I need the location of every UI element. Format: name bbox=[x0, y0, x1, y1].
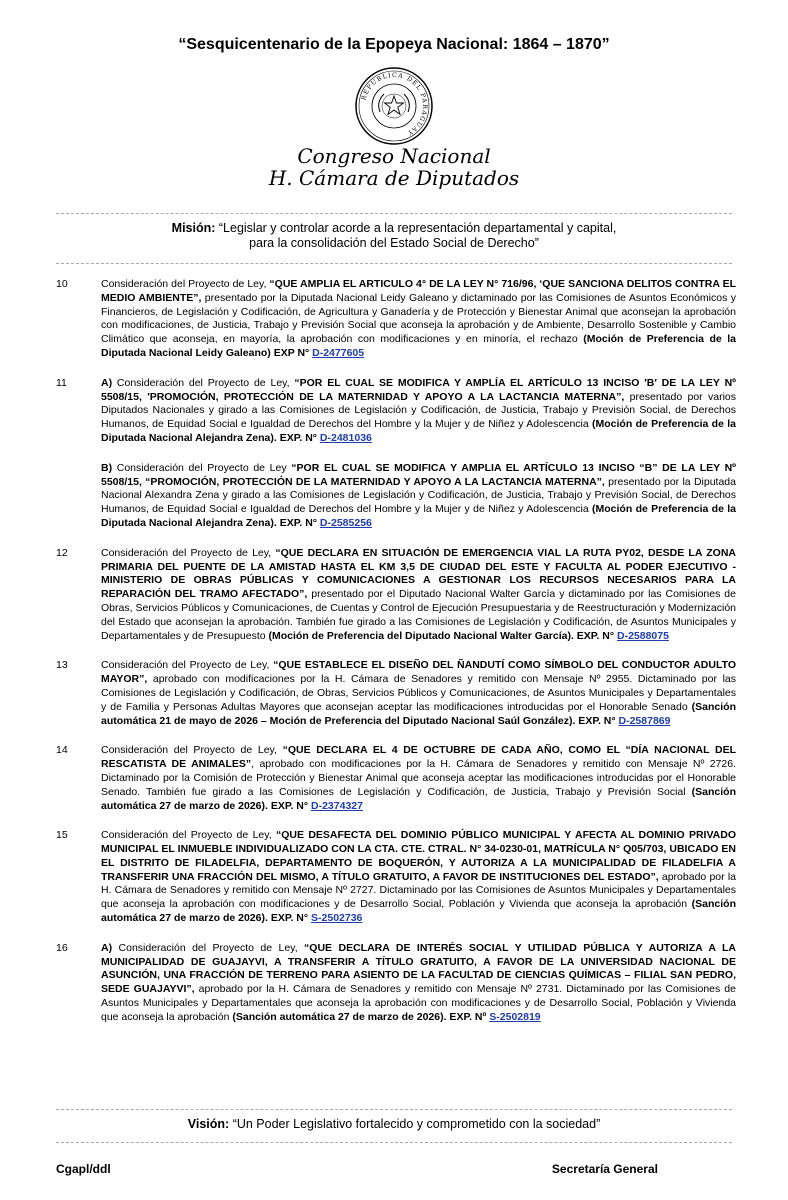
item-sub-label: A) bbox=[101, 941, 113, 954]
top-divider bbox=[56, 213, 732, 214]
item-paragraph bbox=[101, 829, 736, 926]
bill-title: “QUE ESTABLECE EL DISEÑO DEL ÑANDUTÍ COMO SÍMBOLO DEL CONDUCTOR ADULTO MAYOR”, bbox=[101, 659, 736, 686]
motion-reference: (Sanción automática 27 de marzo de 2026). EXP. N° bbox=[101, 785, 736, 812]
item-paragraph bbox=[101, 547, 736, 644]
agenda-item bbox=[56, 547, 736, 644]
motion-reference: (Sanción automática 27 de marzo de 2026). EXP. N° bbox=[101, 898, 736, 925]
item-number: 10 bbox=[56, 278, 68, 290]
mision-label: Misión: bbox=[171, 221, 216, 235]
item-paragraph bbox=[101, 462, 736, 531]
item-paragraph bbox=[101, 377, 736, 446]
bill-title: “QUE DECLARA EN SITUACIÓN DE EMERGENCIA VIAL LA RUTA PY02, DESDE LA ZONA PRIMARIA DEL PUENTE DE LA AMISTAD HASTA EL KM 3,5 DE CIUDAD DEL ESTE Y FACULTA AL PODER EJECUTIVO - MINISTERIO DE OBRAS PÚBLICAS Y COMUNICACIONES A GESTIONAR LOS RECURSOS NECESARIOS PARA LA REPARACIÓN DEL TRAMO AFECTADO”, bbox=[101, 546, 736, 601]
item-body bbox=[101, 278, 736, 361]
item-intro-text: Consideración del Proyecto de Ley, bbox=[101, 829, 276, 842]
agenda-item bbox=[56, 829, 736, 926]
institution-name bbox=[0, 145, 788, 189]
item-body bbox=[101, 744, 736, 813]
motion-reference: (Moción de Preferencia de la Diputada Nacional Leidy Galeano) EXP N° bbox=[101, 333, 736, 359]
mision-divider bbox=[56, 263, 732, 264]
expediente-link[interactable]: S-2502819 bbox=[489, 1010, 541, 1023]
item-intro-text: Consideración del Proyecto de Ley, bbox=[101, 278, 270, 290]
item-description: presentado por varios Diputados Nacionales y girado a las Comisiones de Legislación y Codificación, de Justicia, Trabajo y Previsión Social, de Derechos Humanos, de Equidad Social e Igualdad de Derechos del Hombre y la Mujer y de Niñez y Adolescencia bbox=[101, 390, 736, 431]
item-intro-text: Consideración del Proyecto de Ley, bbox=[112, 941, 305, 954]
item-body bbox=[101, 942, 736, 1025]
vision-label: Visión: bbox=[187, 1117, 230, 1131]
item-paragraph bbox=[101, 744, 736, 813]
footer-initials: Cgapl/ddl bbox=[56, 1162, 111, 1176]
item-body bbox=[101, 547, 736, 644]
expediente-link[interactable]: D-2374327 bbox=[311, 799, 363, 812]
item-description: presentado por la Diputada Nacional Leidy Galeano y dictaminado por las Comisiones de Asuntos Económicos y Financieros, de Legislación y Codificación, de Agricultura y Ganadería y de Protección y Bienestar Animal que aconsejan la aprobación con modificaciones, de Justicia, Trabajo y Previsión Social que aconseja la aprobación y de Ambiente, Desarrollo Sostenible y Cambio Climático que aconseja, en mayoría, la aprobación con modificaciones y en minoría, el rechazo bbox=[101, 291, 736, 346]
svg-text:REPUBLICA DEL PARAGUAY bbox=[361, 72, 429, 137]
vision-text: “Un Poder Legislativo fortalecido y comprometido con la sociedad” bbox=[232, 1117, 601, 1131]
mision-line-1: “Legislar y controlar acorde a la representación departamental y capital, bbox=[218, 221, 617, 235]
item-description: aprobado por la H. Cámara de Senadores y remitido con Mensaje Nº 2731. Dictaminado por las Comisiones de Asuntos Municipales y Departamentales que aconseja la aprobación con modificaciones y de Desarrollo Social, Población y Vivienda que aconseja la aprobación bbox=[101, 983, 736, 1023]
bill-title: “POR EL CUAL SE MODIFICA Y AMPLÍA EL ARTÍCULO 13 INCISO ′B′ DE LA LEY Nº 5508/15, ′PROMOCIÓN, PROTECCIÓN DE LA MATERNIDAD Y APOYO A LA LACTANCIA MATERNA”, bbox=[101, 376, 736, 403]
mision-line-2: para la consolidación del Estado Social de Derecho” bbox=[249, 236, 539, 250]
item-paragraph bbox=[101, 942, 736, 1025]
expediente-link[interactable]: D-2585256 bbox=[319, 516, 372, 529]
item-body bbox=[101, 377, 736, 531]
item-number: 16 bbox=[56, 941, 68, 954]
item-body bbox=[101, 659, 736, 728]
item-intro-text: Consideración del Proyecto de Ley bbox=[112, 461, 292, 474]
national-seal-icon bbox=[354, 66, 434, 146]
motion-reference: (Sanción automática 27 de marzo de 2026). EXP. Nº bbox=[232, 1010, 490, 1023]
item-number: 12 bbox=[56, 546, 68, 559]
item-body bbox=[101, 829, 736, 926]
item-intro-text: Consideración del Proyecto de Ley, bbox=[101, 744, 283, 757]
agenda-item bbox=[56, 377, 736, 531]
bottom-divider bbox=[56, 1109, 732, 1110]
item-description: , aprobado con modificaciones por la H. Cámara de Senadores y remitido con Mensaje Nº 2726. Dictaminado por la Comisión de Protección y Bienestar Animal que aconseja aceptar las modificaciones introducidas por el Honorable Senado. También fue girado a las Comisiones de Legislación y Codificación, de Justicia, Trabajo y Previsión Social bbox=[101, 758, 736, 798]
institution-line-1: Congreso Nacional bbox=[297, 144, 491, 168]
item-number: 11 bbox=[56, 376, 67, 389]
item-paragraph bbox=[101, 659, 736, 728]
bill-title: “QUE DECLARA EL 4 DE OCTUBRE DE CADA AÑO, COMO EL “DÍA NACIONAL DEL RESCATISTA DE ANIMALES” bbox=[101, 744, 736, 771]
expediente-link[interactable]: D-2588075 bbox=[616, 629, 669, 642]
vision-statement bbox=[0, 1117, 788, 1131]
item-sub-label: B) bbox=[101, 461, 113, 474]
item-intro-text: Consideración del Proyecto de Ley, bbox=[101, 659, 274, 672]
page-title: “Sesquicentenario de la Epopeya Nacional: 1864 – 1870” bbox=[178, 36, 610, 53]
item-number: 13 bbox=[56, 659, 68, 672]
agenda-item bbox=[56, 942, 736, 1025]
bill-title: “QUE DECLARA DE INTERÉS SOCIAL Y UTILIDAD PÚBLICA Y AUTORIZA A LA MUNICIPALIDAD DE GUAJAYVI, A TRANSFERIR A TÍTULO GRATUITO, A FAVOR DE LA UNIVERSIDAD NACIONAL DE ASUNCIÓN, UNA FRACCIÓN DE TERRENO PARA ASIENTO DE LA FACULTAD DE CIENCIAS QUÍMICAS – FILIAL SAN PEDRO, SEDE GUAJAYVI”, bbox=[101, 941, 736, 996]
seal-text: REPUBLICA DEL PARAGUAY bbox=[360, 71, 429, 137]
item-paragraph bbox=[101, 278, 736, 361]
item-description: aprobado con modificaciones por la H. Cámara de Senadores y remitido con Mensaje Nº 2955. Dictaminado por las Comisiones de Legislación y Codificación, de Obras, Servicios Públicos y Comunicaciones, de Asuntos Municipales y Departamentales y de Familia y Personas Adultas Mayores que aconsejan aceptar las modificaciones introducidas por el Honorable Senado bbox=[101, 673, 736, 713]
expediente-link[interactable]: S-2502736 bbox=[311, 912, 363, 925]
bill-title: “QUE DESAFECTA DEL DOMINIO PÚBLICO MUNICIPAL Y AFECTA AL DOMINIO PRIVADO MUNICIPAL EL INMUEBLE INDIVIDUALIZADO CON LA CTA. CTE. CTRAL. N° 34-0230-01, MATRÍCULA N° Q05/703, UBICADO EN EL DISTRITO DE FILADELFIA, DEPARTAMENTO DE BOQUERÓN, Y AUTORIZA A LA MUNICIPALIDAD DE FILADELFIA A TRANSFERIR UNA FRACCIÓN DEL MISMO, A TÍTULO GRATUITO, A FAVOR DE INSTITUCIONES DEL ESTADO”, bbox=[101, 829, 737, 883]
item-sub-label: A) bbox=[101, 376, 113, 389]
bill-title: “POR EL CUAL SE MODIFICA Y AMPLIA EL ARTÍCULO 13 INCISO “B” DE LA LEY Nº 5508/15, “PROMOCIÓN, PROTECCIÓN DE LA MATERNIDAD Y APOYO A LA LACTANCIA MATERNA”, bbox=[101, 461, 737, 488]
item-description: aprobado por la H. Cámara de Senadores y remitido con Mensaje Nº 2727. Dictaminado por las Comisiones de Asuntos Municipales y Departamentales que aconseja la aprobación con modificaciones y de Desarrollo Social, Población y Vivienda que aconseja la aprobación bbox=[101, 870, 736, 911]
agenda-items bbox=[56, 278, 736, 1041]
item-intro-text: Consideración del Proyecto de Ley, bbox=[101, 546, 276, 559]
expediente-link[interactable]: D-2477605 bbox=[312, 346, 365, 359]
motion-reference: (Sanción automática 21 de mayo de 2026 – Moción de Preferencia del Diputado Nacional Saúl González). EXP. N° bbox=[101, 700, 736, 727]
vision-divider bbox=[56, 1142, 732, 1143]
agenda-item bbox=[56, 659, 736, 728]
mision-statement bbox=[0, 221, 788, 251]
motion-reference: (Moción de Preferencia de la Diputada Nacional Alejandra Zena). EXP. N° bbox=[101, 418, 736, 444]
item-description: presentado por el Diputado Nacional Walter García y dictaminado por las Comisiones de Obras, Servicios Públicos y Comunicaciones, de Cuentas y Control de Ejecución Presupuestaria y de Reestructuración y Modernización del Estado que aconsejan la aprobación. También fue girado a las Comisiones de Legislación y Codificación, de Asuntos Municipales y Departamentales y de Presupuesto bbox=[101, 588, 736, 642]
item-intro-text: Consideración del Proyecto de Ley, bbox=[112, 376, 295, 389]
item-description: presentado por la Diputada Nacional Alexandra Zena y girado a las Comisiones de Legislación y Codificación, de Justicia, Trabajo y Previsión Social, de Derechos Humanos, de Equidad Social e Igualdad de Derechos del Hombre y la Mujer y de Niñez y Adolescencia bbox=[101, 475, 736, 516]
footer-department: Secretaría General bbox=[551, 1162, 658, 1176]
motion-reference: (Moción de Preferencia del Diputado Nacional Walter García). EXP. N° bbox=[268, 629, 617, 642]
item-number: 14 bbox=[56, 744, 68, 757]
institution-line-2: H. Cámara de Diputados bbox=[268, 166, 520, 190]
motion-reference: (Moción de Preferencia de la Diputada Nacional Alejandra Zena). EXP. N° bbox=[101, 503, 736, 529]
item-number: 15 bbox=[56, 829, 68, 842]
agenda-item bbox=[56, 744, 736, 813]
bill-title: “QUE AMPLIA EL ARTICULO 4° DE LA LEY N° 716/96, ‘QUE SANCIONA DELITOS CONTRA EL MEDIO AMBIENTE”, bbox=[101, 278, 736, 304]
agenda-item bbox=[56, 278, 736, 361]
expediente-link[interactable]: D-2481036 bbox=[319, 431, 372, 444]
expediente-link[interactable]: D-2587869 bbox=[618, 714, 671, 727]
